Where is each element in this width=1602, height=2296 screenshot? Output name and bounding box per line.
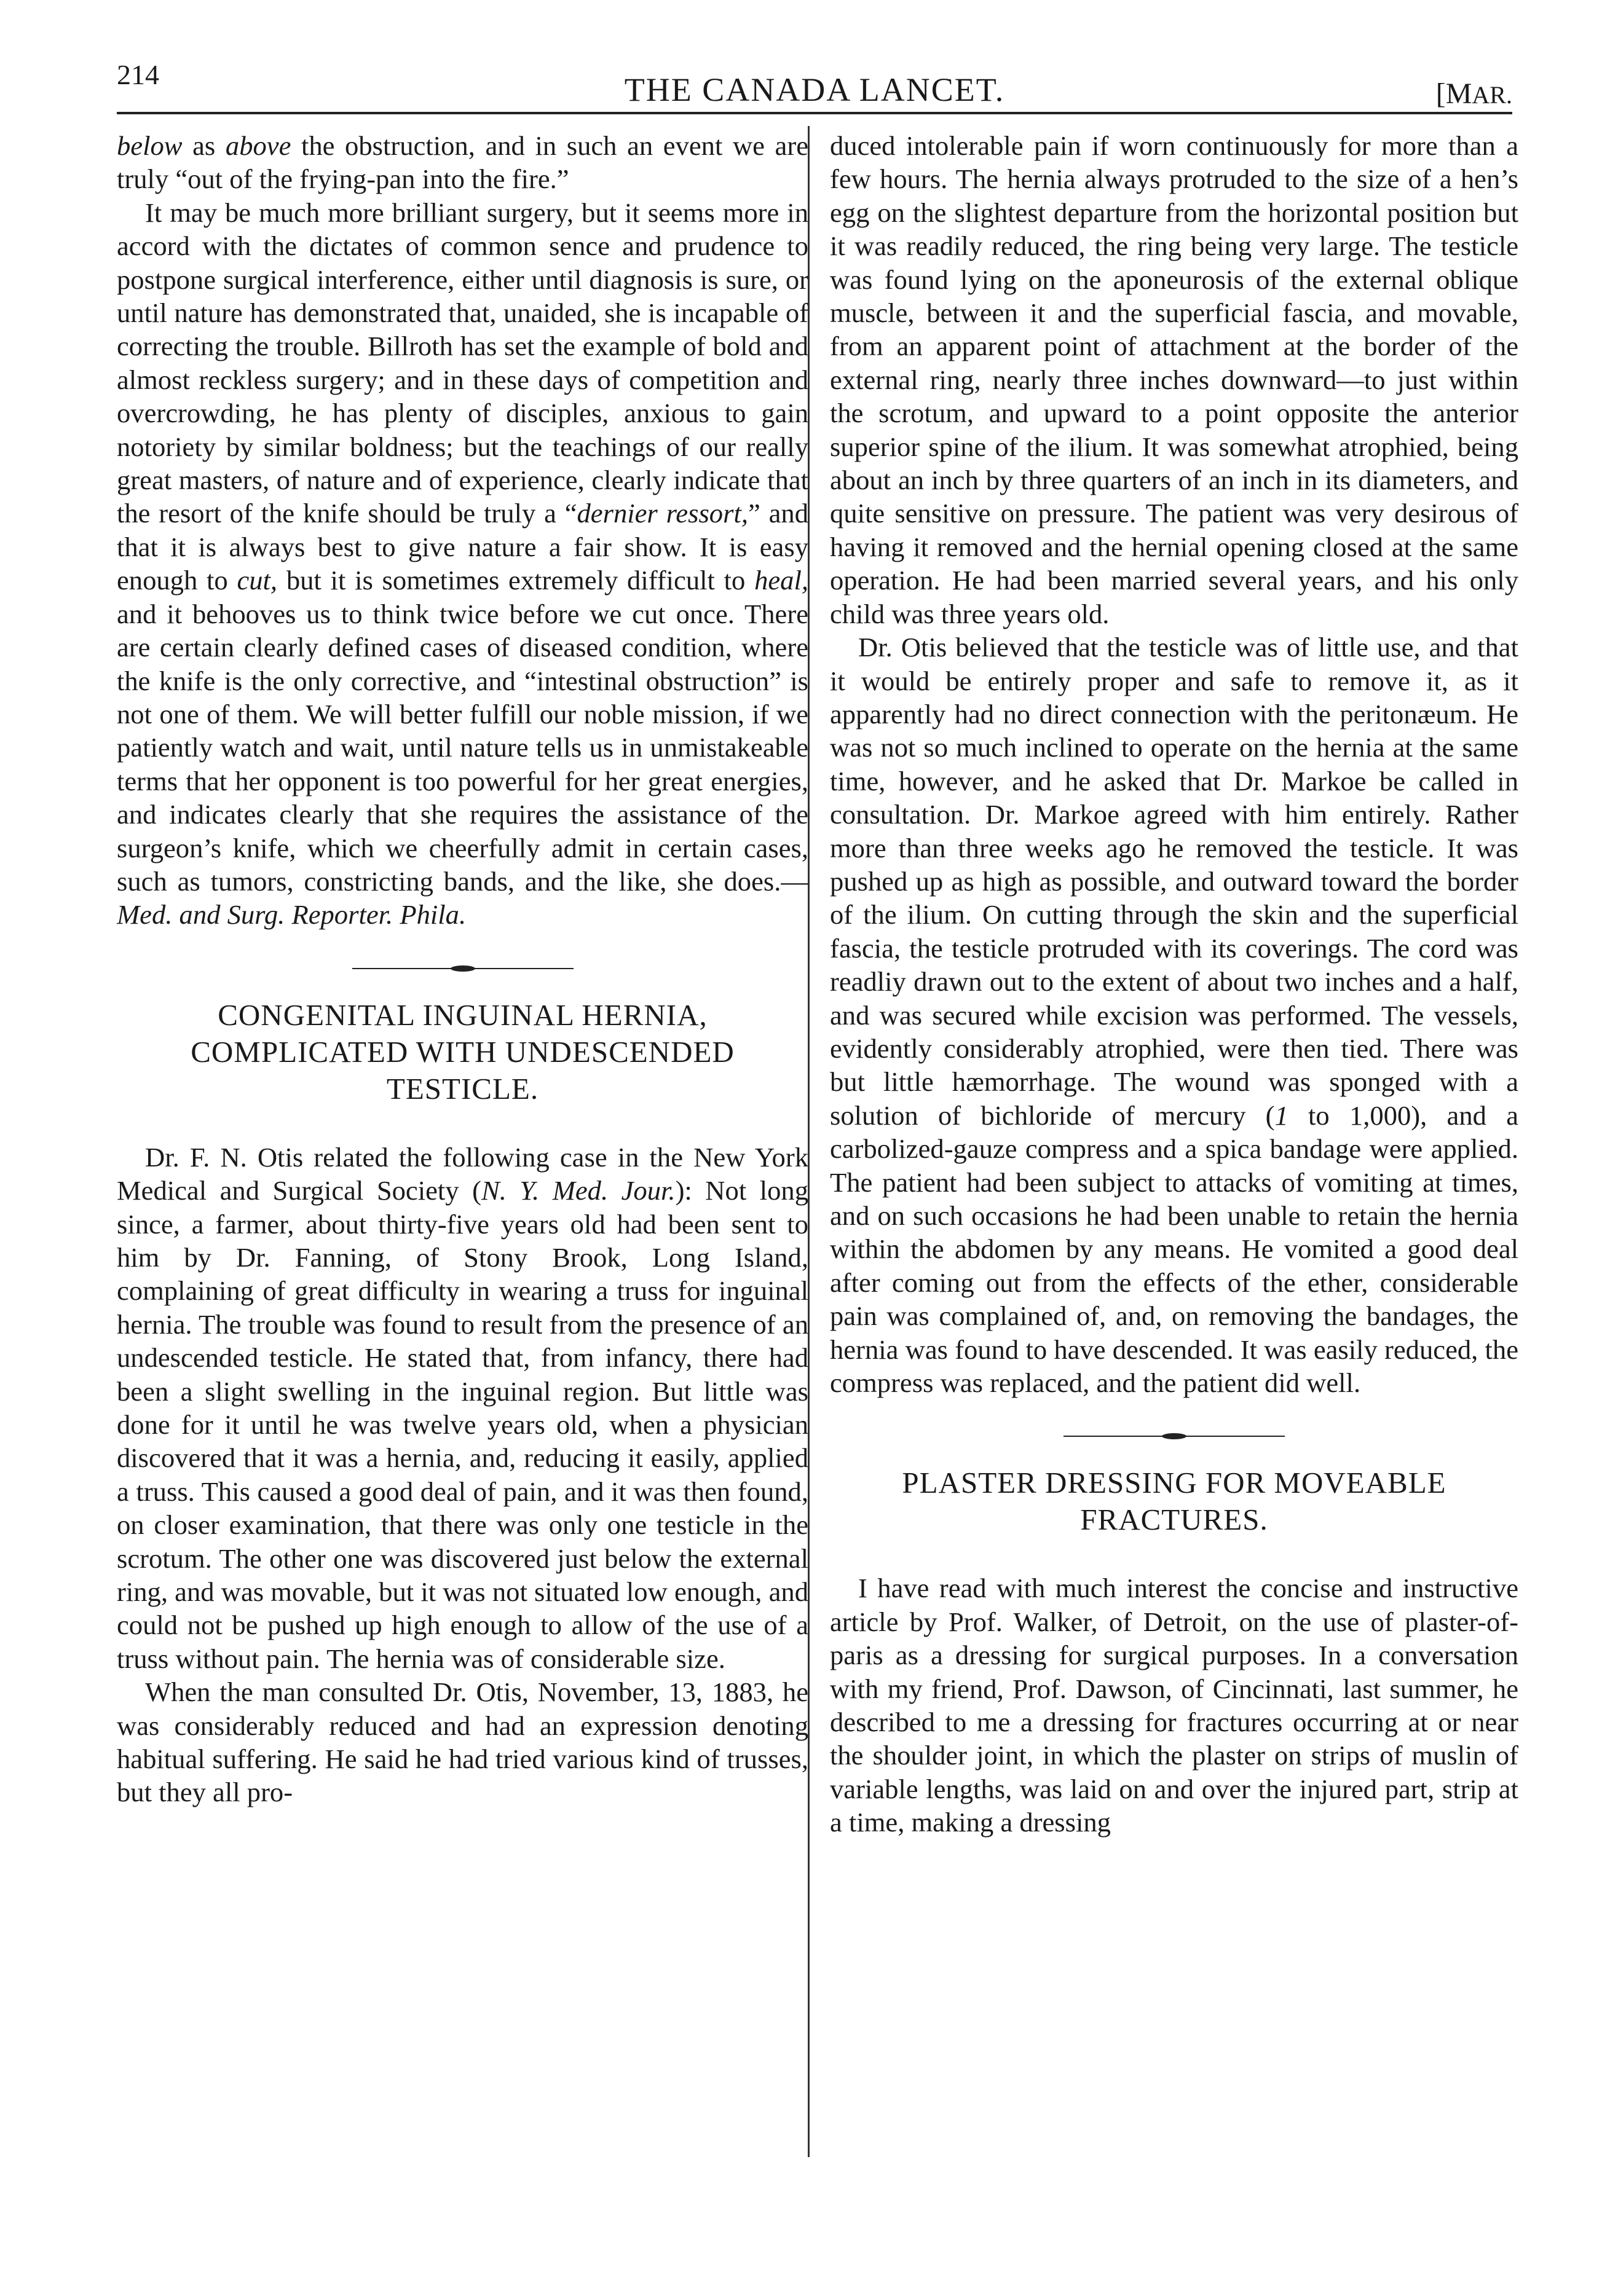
text-italic: heal, bbox=[754, 565, 808, 596]
text-run: and it behooves us to think twice before we cut once. There are certain clearly defined cases of diseased condition, where the knife is the only corrective, and “intestinal obstruction” is not one of them. We will better fulfill our noble mission, if we patiently watch and wait, until nature tells us in unmistakeable terms that her opponent is too powerful for her great energies, and indicates clearly that she requires the assistance of the surgeon’s knife, which we cheerfully admit in certain cases, such as tumors, constricting bands, and the like, she does.— bbox=[117, 598, 808, 897]
text-run: but it is sometimes extremely difficult to bbox=[277, 565, 755, 596]
journal-citation: N. Y. Med. Jour. bbox=[481, 1175, 676, 1206]
section-title-plaster: PLASTER DRESSING FOR MOVEABLE FRACTURES. bbox=[902, 1466, 1446, 1537]
text-run: the obstruction, and in such an event we are truly “out of the frying-pan into the fire.” bbox=[117, 130, 808, 195]
text-italic: above bbox=[225, 130, 291, 161]
left-paragraph-3 bbox=[117, 1141, 808, 1676]
text-run: Dr. F. N. Otis related the following case in the New York Medical and Surgical Society ( bbox=[117, 1141, 808, 1206]
page-number: 214 bbox=[117, 59, 159, 90]
text-italic: cut, bbox=[237, 565, 278, 596]
text-run: It may be much more brilliant surgery, but it seems more in accord with the dictates of common sence and prudence to postpone surgical interference, either until diagnosis is sure, or until nature has demonstrated that, unaided, she is incapable of correcting the trouble. Billroth has set the example of bold and almost reckless surgery; and in these days of competition and overcrowding, he has plenty of disciples, anxious to gain notoriety by similar boldness; but the teachings of our really great masters, of nature and of experience, clearly indicate that the resort of the knife should be truly a “ bbox=[117, 197, 808, 529]
right-paragraph-2 bbox=[830, 631, 1518, 1399]
text-run: ” and that it is always best to give nature a fair show. It is easy enough to bbox=[117, 498, 809, 596]
text-run: ): Not long since, a farmer, about thirty-five years old had been sent to him by Dr. Fanning, of Stony Brook, Long Island, complaining of great difficulty in wearing a truss for inguinal hernia. The trouble was found to result from the presence of an undescended testicle. He stated that, from infancy, there had been a slight swelling in the inguinal region. But little was done for it until he was twelve years old, when a physician discovered that it was a hernia, and, reducing it easily, applied a truss. This caused a good deal of pain, and it was then found, on closer examination, that there was only one testicle in the scrotum. The other one was discovered just below the external ring, and was movable, but it was not situated low enough, and could not be pushed up high enough to allow of the use of a truss without pain. The hernia was of considerable size. bbox=[117, 1175, 808, 1674]
left-column bbox=[117, 129, 808, 1809]
text-run: as bbox=[182, 130, 226, 161]
header-rule bbox=[117, 112, 1512, 114]
page-header bbox=[117, 58, 1512, 108]
text-run: Dr. Otis believed that the testicle was of little use, and that it would be entirely proper and safe to remove it, as it apparently had no direct connection with the peritonæum. He was not so much inclined to operate on the hernia at the same time, however, and he asked that Dr. Markoe be called in consultation. Dr. Markoe agreed with him entirely. Rather more than three weeks ago he removed the testicle. It was pushed up as high as possible, and outward toward the border of the ilium. On cutting through the skin and the superficial fascia, the testicle protruded with its coverings. The cord was readliy drawn out to the extent of about two inches and a half, and was secured while excision was performed. The vessels, evidently considerably atrophied, were then tied. There was but little hæmorrhage. The wound was sponged with a solution of bichloride of mercury ( bbox=[830, 632, 1518, 1131]
section-separator bbox=[1063, 1429, 1285, 1444]
issue-month bbox=[1436, 77, 1512, 111]
text-italic: 1 bbox=[1274, 1099, 1288, 1131]
issue-month-rest: AR. bbox=[1472, 81, 1512, 109]
right-column bbox=[830, 129, 1518, 1839]
text-run: to 1,000), and a carbolized-gauze compress and a spica bandage were applied. The patient had been subject to attacks of vomiting at times, and on such occasions he had been unable to retain the hernia within the abdomen by any means. He vomited a good deal after coming out from the effects of the ether, considerable pain was complained of, and, on removing the bandages, the hernia was found to have descended. It was easily reduced, the compress was replaced, and the patient did well. bbox=[830, 1099, 1518, 1399]
left-paragraph-1 bbox=[117, 129, 808, 196]
text-italic: dernier ressort, bbox=[577, 498, 748, 529]
right-paragraph-1: duced intolerable pain if worn continuously for more than a few hours. The hernia always protruded to the size of a hen’s egg on the slightest departure from the horizontal position but it was readily reduced, the ring being very large. The testicle was found lying on the aponeurosis of the external oblique muscle, between it and the superficial fascia, and movable, from an apparent point of attachment at the border of the external ring, nearly three inches downward—to just within the scrotum, and upward to a point opposite the anterior superior spine of the ilium. It was somewhat atrophied, being about an inch by three quarters of an inch in its diameters, and quite sensitive on pressure. The patient was very desirous of having it removed and the hernial opening closed at the same operation. He had been married several years, and his only child was three years old. bbox=[830, 130, 1518, 629]
left-paragraph-4: When the man consulted Dr. Otis, November, 13, 1883, he was considerably reduced and had an expression denoting habitual suffering. He said he had tried various kind of trusses, but they all pro- bbox=[117, 1677, 808, 1808]
source-citation: Med. and Surg. Reporter. Phila. bbox=[117, 899, 467, 930]
right-paragraph-3: I have read with much interest the concise and instructive article by Prof. Walker, of Detroit, on the use of plaster-of-paris as a dressing for surgical purposes. In a conversation with my friend, Prof. Dawson, of Cincinnati, last summer, he described to me a dressing for fractures occurring at or near the shoulder joint, in which the plaster on strips of muslin of variable lengths, was laid on and over the injured part, strip at a time, making a dressing bbox=[830, 1573, 1518, 1838]
section-title-hernia: CONGENITAL INGUINAL HERNIA, COMPLICATED WITH UNDESCENDED TESTICLE. bbox=[191, 997, 735, 1106]
text-italic: below bbox=[117, 130, 183, 161]
section-separator bbox=[352, 961, 574, 976]
journal-title: THE CANADA LANCET. bbox=[624, 71, 1005, 108]
left-paragraph-2 bbox=[117, 196, 808, 932]
issue-month-initial: [M bbox=[1435, 77, 1472, 110]
